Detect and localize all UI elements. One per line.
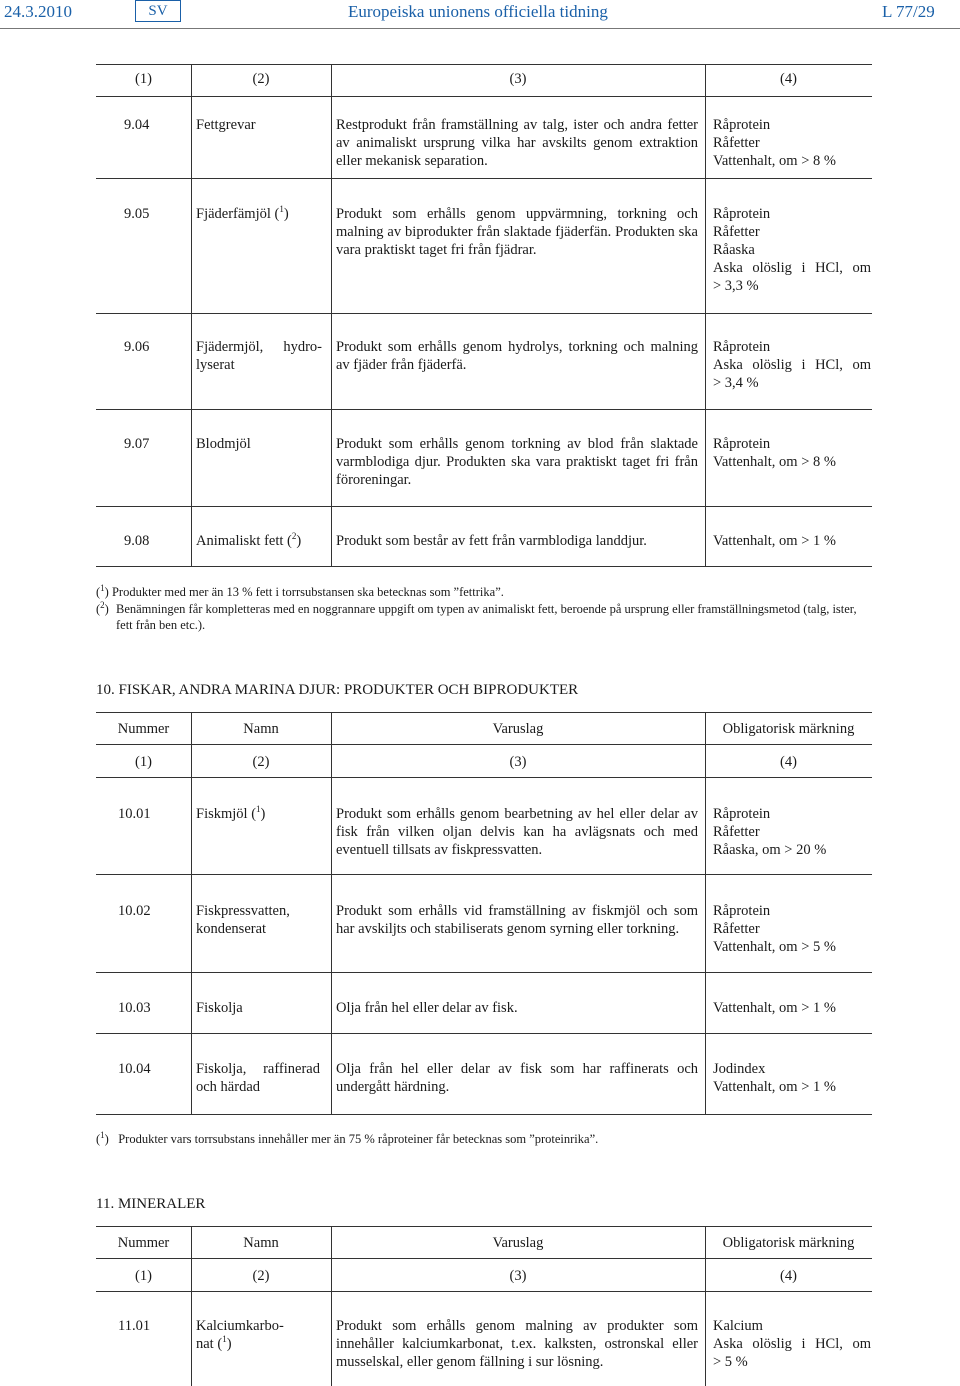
row-number: 9.08 <box>124 533 150 549</box>
row-number: 10.03 <box>118 1000 151 1016</box>
publication-date: 24.3.2010 <box>4 2 72 21</box>
row-labeling: Kalcium Aska olöslig i HCl, om > 5 % <box>713 1318 871 1370</box>
row-name: Kalciumkarbo- nat ($^1$) <box>196 1318 284 1352</box>
row-description: Produkt som erhålls genom uppvärmning, torkning och malning av biprodukter från slaktade fjäderfän. Produkten ska vara praktiskt taget fri från fjädrar. <box>336 206 698 258</box>
col-number-4: (4) <box>780 754 797 770</box>
row-description: Produkt som erhålls genom torkning av blod från slaktade varmblodiga djur. Produkten ska vara praktiskt taget fri från föroreningar. <box>336 436 698 488</box>
row-name: Fjäderfämjöl ($^1$) <box>196 204 289 222</box>
row-description: Produkt som erhålls genom bearbetning av hel eller delar av fisk från vilken oljan delvis kan ha avlägsnats och med eventuell tillsats av fiskpressvatten. <box>336 806 698 858</box>
col-number-2: (2) <box>252 71 270 87</box>
page-header <box>0 0 960 29</box>
col-header-goods: Varuslag <box>492 721 544 737</box>
row-number: 10.01 <box>118 806 151 822</box>
row-number: 10.02 <box>118 903 151 919</box>
row-labeling: Råprotein Råfetter Råaska Aska olöslig i HCl, om > 3,3 % <box>713 206 871 294</box>
row-number: 9.05 <box>124 206 150 222</box>
language-badge: SV <box>135 0 181 22</box>
col-header-labeling: Obligatorisk märkning <box>722 1235 855 1251</box>
row-description: Restprodukt från framställning av talg, ister och andra fetter av animaliskt ursprung vilka har avskilts genom extraktion eller mekanisk separation. <box>336 117 698 169</box>
row-number: 9.07 <box>124 436 150 452</box>
row-labeling: Vattenhalt, om > 1 % <box>713 1000 836 1016</box>
col-number-3: (3) <box>509 1268 527 1284</box>
col-number-4: (4) <box>780 1268 797 1284</box>
row-labeling: Råprotein Aska olöslig i HCl, om > 3,4 % <box>713 339 871 391</box>
footnote: ($^1$) Produkter vars torrsubstans innehåller mer än 75 % råproteiner får betecknas som ”proteinrika”. <box>96 1129 599 1146</box>
row-labeling: Råprotein Råfetter Vattenhalt, om > 8 % <box>713 117 836 169</box>
row-name: Fiskpressvatten, kondenserat <box>196 903 290 937</box>
row-name: Fjädermjöl, hydro- lyserat <box>196 339 322 373</box>
col-header-name: Namn <box>243 1235 279 1251</box>
footnote: ($^1$) Produkter med mer än 13 % fett i torrsubstansen ska betecknas som ”fettrika”. <box>96 582 504 599</box>
row-description: Produkt som erhålls genom malning av produkter som innehåller kalciumkarbonat, t.ex. kalksten, ostronskal eller musselskal, eller genom fällning i sur lösning. <box>336 1318 698 1370</box>
journal-title: Europeiska unionens officiella tidning <box>348 2 608 21</box>
row-labeling: Vattenhalt, om > 1 % <box>713 533 836 549</box>
col-number-2: (2) <box>252 1268 270 1284</box>
col-number-2: (2) <box>252 754 270 770</box>
col-header-number: Nummer <box>117 1235 170 1251</box>
row-name: Fiskmjöl ($^1$) <box>196 804 266 822</box>
row-labeling: Råprotein Vattenhalt, om > 8 % <box>713 436 836 470</box>
row-labeling: Råprotein Råfetter Vattenhalt, om > 5 % <box>713 903 836 955</box>
row-labeling: Jodindex Vattenhalt, om > 1 % <box>713 1061 836 1095</box>
col-number-3: (3) <box>509 71 527 87</box>
row-name: Fiskolja <box>196 1000 243 1016</box>
section-title: 10. FISKAR, ANDRA MARINA DJUR: PRODUKTER OCH BIPRODUKTER <box>96 682 579 698</box>
page-number: L 77/29 <box>882 2 935 21</box>
col-number-4: (4) <box>780 71 797 87</box>
row-description: Produkt som erhålls vid framställning av fiskmjöl och som har avskiljts och stabiliserats genom syrning eller torkning. <box>336 903 698 937</box>
row-name: Animaliskt fett ($^2$) <box>196 531 302 549</box>
col-number-1: (1) <box>135 71 152 87</box>
row-description: Olja från hel eller delar av fisk som har raffinerats och undergått härdning. <box>336 1061 698 1095</box>
col-number-1: (1) <box>135 1268 152 1284</box>
section-title: 11. MINERALER <box>96 1196 206 1212</box>
row-name: Fettgrevar <box>196 117 256 133</box>
col-header-name: Namn <box>243 721 279 737</box>
row-description: Produkt som erhålls genom hydrolys, torkning och malning av fjäder från fjäderfä. <box>336 339 698 373</box>
row-description: Olja från hel eller delar av fisk. <box>336 1000 518 1016</box>
row-number: 9.06 <box>124 339 150 355</box>
col-number-1: (1) <box>135 754 152 770</box>
row-name: Blodmjöl <box>196 436 251 452</box>
col-header-number: Nummer <box>117 721 170 737</box>
row-name: Fiskolja, raffinerad och härdad <box>196 1061 320 1095</box>
col-header-goods: Varuslag <box>492 1235 544 1251</box>
row-number: 11.01 <box>118 1318 151 1334</box>
col-number-3: (3) <box>509 754 527 770</box>
row-labeling: Råprotein Råfetter Råaska, om > 20 % <box>713 806 827 858</box>
row-description: Produkt som består av fett från varmblodiga landdjur. <box>336 533 647 549</box>
row-number: 10.04 <box>118 1061 151 1077</box>
footnote: ($^2$) Benämningen får kompletteras med en noggrannare uppgift om typen av animaliskt fett, beroende på ursprung eller framställningsmetod (talg, ister, fett från ben etc.). <box>96 599 857 632</box>
col-header-labeling: Obligatorisk märkning <box>722 721 855 737</box>
row-number: 9.04 <box>124 117 150 133</box>
